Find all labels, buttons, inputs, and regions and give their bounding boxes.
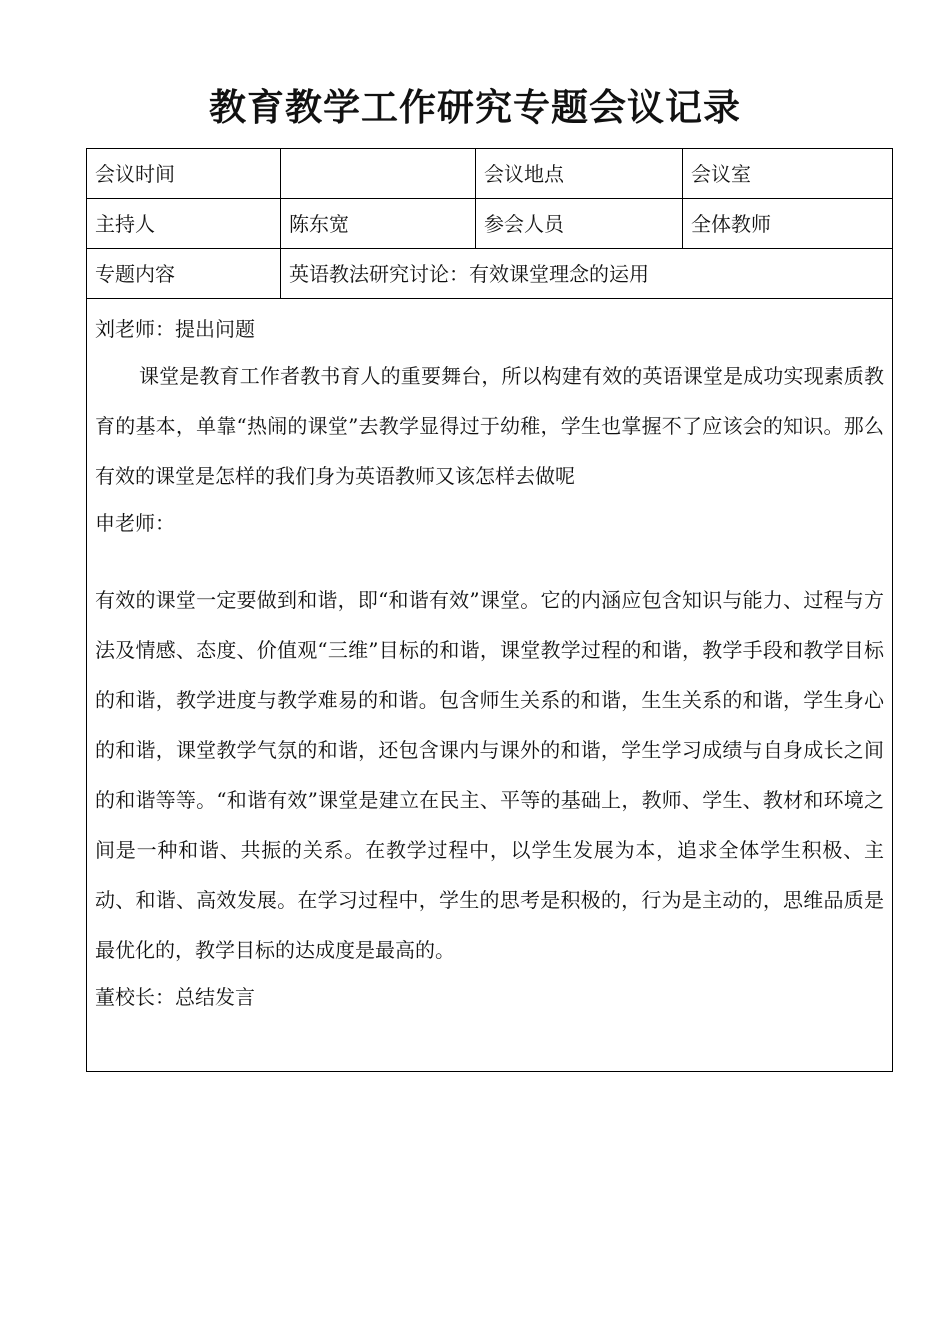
document-title: 教育教学工作研究专题会议记录 <box>209 86 741 129</box>
attendees-label: 参会人员 <box>476 199 683 249</box>
speaker-shen: 申老师： <box>95 511 175 535</box>
topic-value: 英语教法研究讨论：有效课堂理念的运用 <box>281 249 893 299</box>
time-place-row <box>87 149 893 199</box>
blank-line <box>95 545 884 575</box>
attendees-value: 全体教师 <box>683 199 893 249</box>
topic-label: 专题内容 <box>87 249 281 299</box>
speaker-dong: 董校长：总结发言 <box>95 985 255 1009</box>
topic-row <box>87 249 893 299</box>
discussion-row <box>87 299 893 1072</box>
meeting-record-table <box>86 148 893 1072</box>
speaker-shen-text: 有效的课堂一定要做到和谐，即“和谐有效”课堂。它的内涵应包含知识与能力、过程与方法及情感、态度、价值观“三维”目标的和谐，课堂教学过程的和谐，教学手段和教学目标的和谐，教学进度与教学难易的和谐。包含师生关系的和谐，生生关系的和谐，学生身心的和谐，课堂教学气氛的和谐，还包含课内与课外的和谐，学生学习成绩与自身成长之间的和谐等等。“和谐有效”课堂是建立在民主、平等的基础上，教师、学生、教材和环境之间是一种和谐、共振的关系。在教学过程中，以学生发展为本，追求全体学生积极、主动、和谐、高效发展。在学习过程中，学生的思考是积极的，行为是主动的，思维品质是最优化的，教学目标的达成度是最高的。 <box>95 588 884 962</box>
time-value <box>281 149 476 199</box>
host-value: 陈东宽 <box>281 199 476 249</box>
host-attendees-row <box>87 199 893 249</box>
host-label: 主持人 <box>87 199 281 249</box>
speaker-liu-text: 课堂是教育工作者教书育人的重要舞台，所以构建有效的英语课堂是成功实现素质教育的基本，单靠“热闹的课堂”去教学显得过于幼稚，学生也掌握不了应该会的知识。那么有效的课堂是怎样的我们身为英语教师又该怎样去做呢 <box>95 364 884 488</box>
discussion-cell <box>87 299 893 1072</box>
time-label: 会议时间 <box>87 149 281 199</box>
place-label: 会议地点 <box>476 149 683 199</box>
speaker-liu: 刘老师：提出问题 <box>95 317 255 341</box>
place-value: 会议室 <box>683 149 893 199</box>
